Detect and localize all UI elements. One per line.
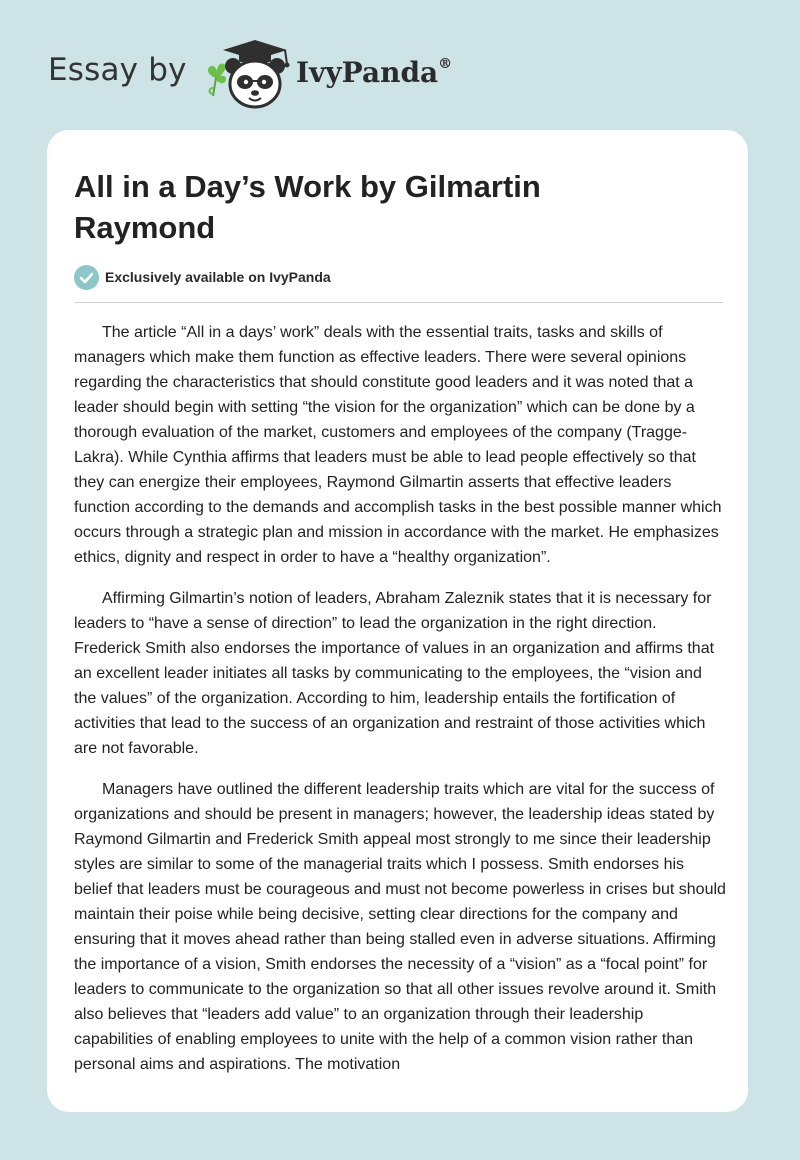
exclusive-badge xyxy=(74,264,331,290)
check-circle-icon xyxy=(74,265,99,290)
registered-mark: ® xyxy=(438,55,453,72)
paragraph: Affirming Gilmartin’s notion of leaders, Abraham Zaleznik states that it is necessary for leaders to “have a sense of direction” to lead the organization in the right direction. Frederick Smith also endorses the importance of values in an organization and affirms that an excellent leader initiates all tasks by communicating to the employees, the “vision and the values” of the organization. According to him, leadership entails the fortification of activities that lead to the success of an organization and restraint of those activities which are not favorable. xyxy=(74,590,715,757)
divider xyxy=(74,302,723,303)
page-title: All in a Day’s Work by Gilmartin Raymond xyxy=(74,169,541,245)
exclusive-label: Exclusively available on IvyPanda xyxy=(105,269,331,285)
article-card xyxy=(47,130,748,1112)
ivypanda-logo[interactable] xyxy=(203,38,293,110)
brand-text: IvyPanda xyxy=(296,56,439,89)
paragraph: The article “All in a days’ work” deals with the essential traits, tasks and skills of managers which make them function as effective leaders. There were several opinions regarding the characteristics that should constitute good leaders and it was noted that a leader should begin with setting “the vision for the organization” which can be done by a thorough evaluation of the market, customers and employees of the company (Tragge-Lakra). While Cynthia affirms that leaders must be able to lead people effectively so that they can energize their employees, Raymond Gilmartin asserts that effective leaders function according to the demands and accomplish tasks in the best possible manner which occurs through a strategic plan and mission in accordance with the market. He emphasizes ethics, dignity and respect in order to have a “healthy organization”. xyxy=(74,324,722,566)
brand-name[interactable] xyxy=(296,56,452,89)
article-body xyxy=(74,320,726,1093)
paragraph: Managers have outlined the different leadership traits which are vital for the success of organizations and should be present in managers; however, the leadership ideas stated by Raymond Gilmartin and Frederick Smith appeal most strongly to me since their leadership styles are similar to some of the managerial traits which I possess. Smith endorses his belief that leaders must be courageous and must not become powerless in crises but should maintain their poise while being decisive, setting clear directions for the company and ensuring that it moves ahead rather than being stalled even in adverse situations. Affirming the importance of a vision, Smith endorses the necessity of a “vision” as a “focal point” for leaders to communicate to the organization so that all other issues revolve around it. Smith also believes that “leaders add value” to an organization through their leadership capabilities of enabling employees to unite with the help of a common vision rather than personal aims and aspirations. The motivation xyxy=(74,781,726,1073)
site-header xyxy=(48,38,528,110)
essay-by-label: Essay by xyxy=(48,52,187,88)
panda-graduation-cap-icon xyxy=(203,38,293,110)
